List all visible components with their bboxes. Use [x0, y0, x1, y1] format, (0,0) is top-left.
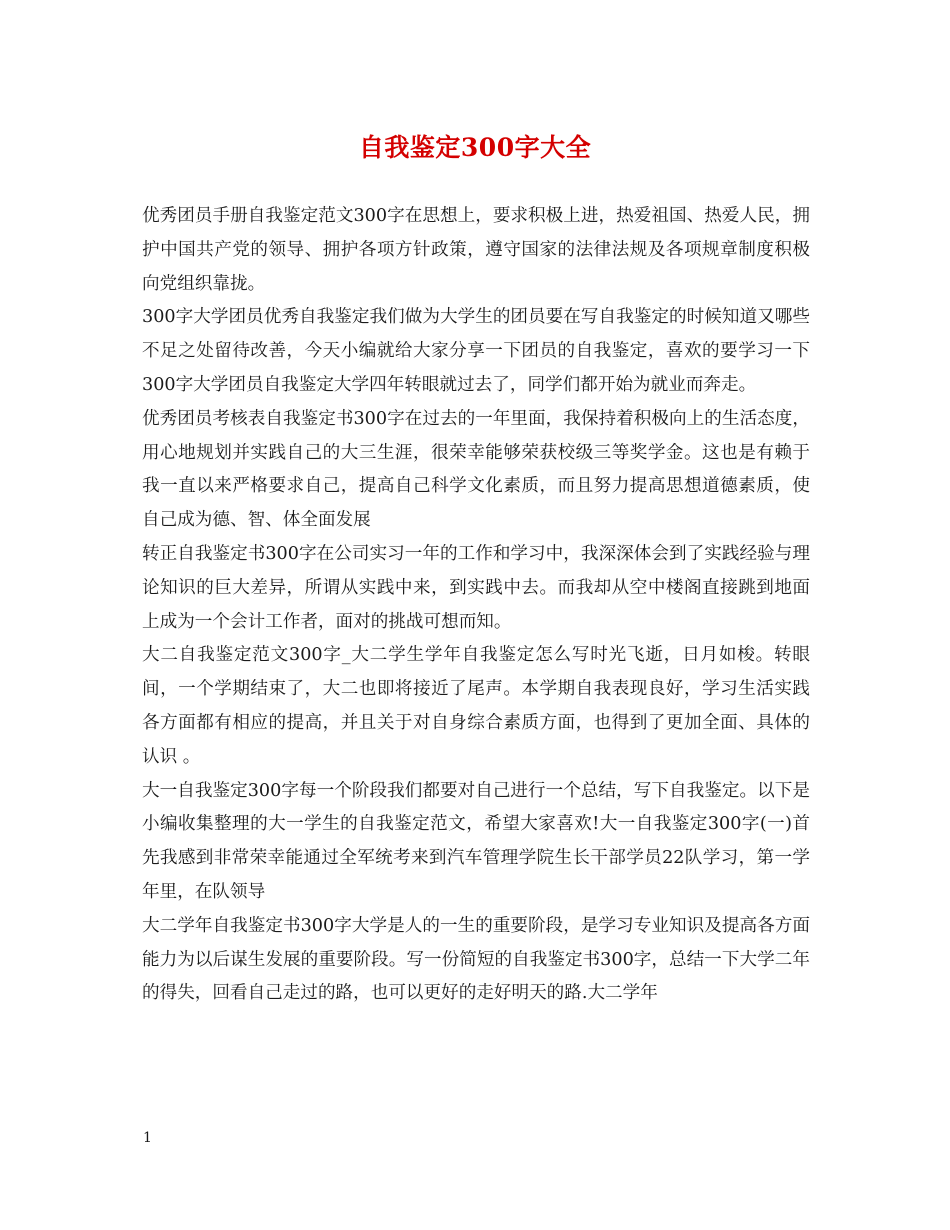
paragraph-5: 大二自我鉴定范文300字_大二学生学年自我鉴定怎么写时光飞逝，日月如梭。转眼间，一个学期结束了，大二也即将接近了尾声。本学期自我表现良好，学习生活实践各方面都有相应的提高，并且关于对自身综合素质方面，也得到了更加全面、具体的认识 。 — [142, 645, 810, 767]
page-number: 1 — [143, 1130, 152, 1146]
paragraph-6: 大一自我鉴定300字每一个阶段我们都要对自己进行一个总结，写下自我鉴定。以下是小编收集整理的大一学生的自我鉴定范文，希望大家喜欢!大一自我鉴定300字(一)首先我感到非常荣幸能通过全军统考来到汽车管理学院生长干部学员22队学习，第一学年里，在队领导 — [142, 780, 810, 902]
paragraph-4: 转正自我鉴定书300字在公司实习一年的工作和学习中，我深深体会到了实践经验与理论知识的巨大差异，所谓从实践中来，到实践中去。而我却从空中楼阁直接跳到地面上成为一个会计工作者，面对的挑战可想而知。 — [142, 543, 810, 632]
paragraph-1: 优秀团员手册自我鉴定范文300字在思想上，要求积极上进，热爱祖国、热爱人民，拥护中国共产党的领导、拥护各项方针政策，遵守国家的法律法规及各项规章制度积极向党组织靠拢。 — [142, 206, 810, 294]
document-title: 自我鉴定300字大全 — [358, 133, 592, 162]
paragraph-3: 优秀团员考核表自我鉴定书300字在过去的一年里面，我保持着积极向上的生活态度，用心地规划并实践自己的大三生涯，很荣幸能够荣获校级三等奖学金。这也是有赖于我一直以来严格要求自己，提高自己科学文化素质，而且努力提高思想道德素质，使自己成为德、智、体全面发展 — [142, 408, 810, 531]
document-body — [142, 200, 810, 1011]
paragraph-7: 大二学年自我鉴定书300字大学是人的一生的重要阶段，是学习专业知识及提高各方面能力为以后谋生发展的重要阶段。写一份简短的自我鉴定书300字，总结一下大学二年的得失，回看自己走过的路，也可以更好的走好明天的路.大二学年 — [142, 915, 810, 1004]
paragraph-2: 300字大学团员优秀自我鉴定我们做为大学生的团员要在写自我鉴定的时候知道又哪些不足之处留待改善，今天小编就给大家分享一下团员的自我鉴定，喜欢的要学习一下300字大学团员自我鉴定大学四年转眼就过去了，同学们都开始为就业而奔走。 — [142, 307, 810, 395]
